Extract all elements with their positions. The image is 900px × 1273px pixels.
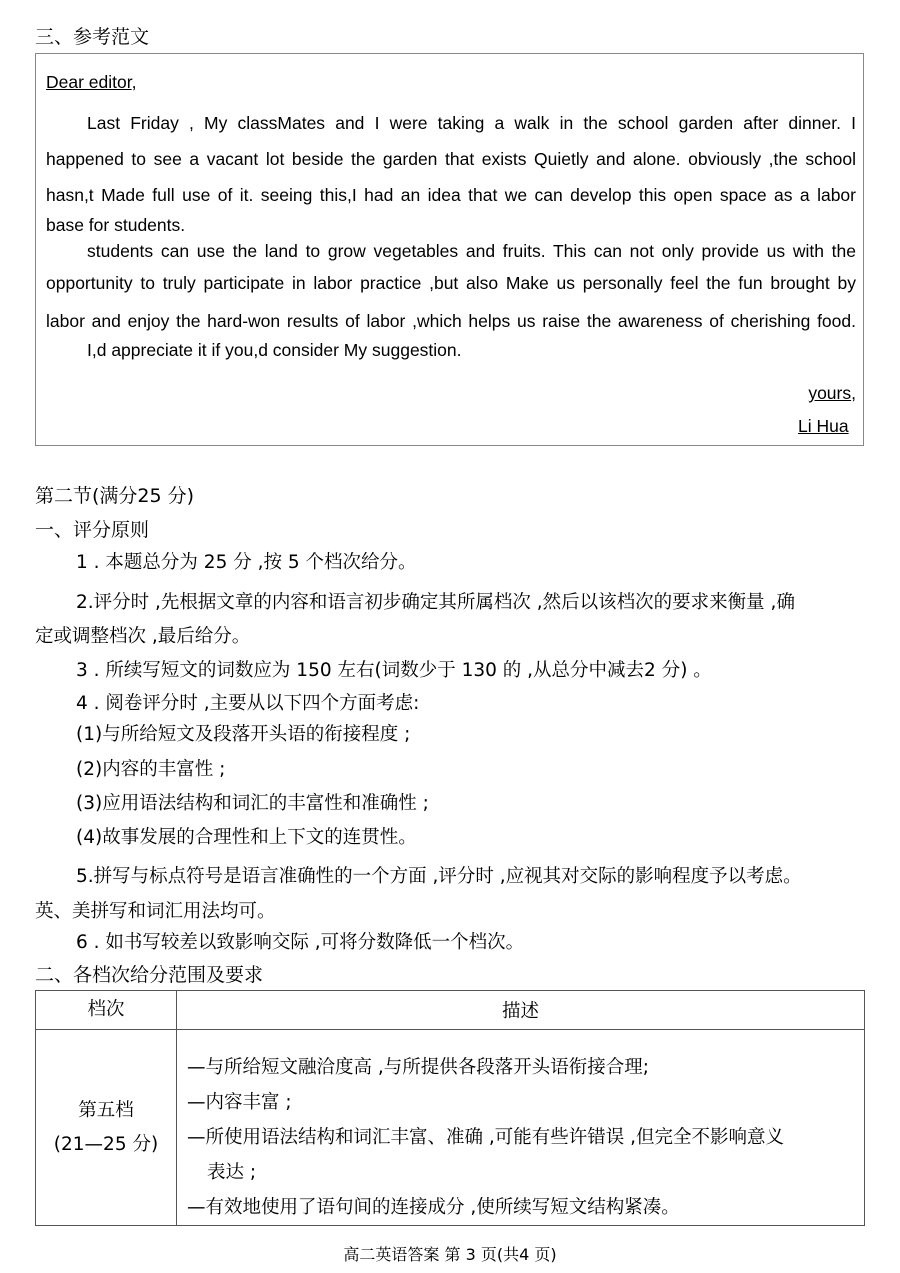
rule-4: 4 . 阅卷评分时 ,主要从以下四个方面考虑: (76, 693, 420, 714)
essay-p1-line: happened to see a vacant lot beside the garden that exists Quietly and alone. obviously ,the school (46, 149, 856, 169)
rule-4-item: (1)与所给短文及段落开头语的衔接程度 ; (76, 724, 411, 745)
level-cell (36, 1030, 177, 1226)
signature: Li Hua (798, 416, 849, 436)
rule-4-item: (3)应用语法结构和词汇的丰富性和准确性 ; (76, 793, 429, 814)
essay-p2-line: opportunity to truly participate in labor practice ,but also Make us personally feel the fun brought by (46, 273, 856, 293)
table-row (36, 1030, 865, 1226)
header-description: 描述 (177, 991, 865, 1030)
essay-p2-line: labor and enjoy the hard-won results of labor ,which helps us raise the awareness of cherishing food. (46, 311, 856, 331)
model-essay-box (35, 53, 864, 446)
grade-table (35, 990, 865, 1226)
ranges-title: 二、各档次给分范围及要求 (35, 964, 264, 986)
table-header-row (36, 991, 865, 1030)
rule-4-item: (2)内容的丰富性 ; (76, 759, 226, 780)
rule-1: 1 . 本题总分为 25 分 ,按 5 个档次给分。 (76, 552, 417, 573)
rule-4-item: (4)故事发展的合理性和上下文的连贯性。 (76, 827, 417, 848)
rule-5-line1: 5.拼写与标点符号是语言准确性的一个方面 ,评分时 ,应视其对交际的影响程度予以考虑。 (76, 866, 802, 887)
closing-text: yours (808, 383, 852, 403)
principles-title: 一、评分原则 (35, 519, 150, 541)
essay-p1-line: hasn,t Made full use of it. seeing this,I had an idea that we can develop this open space as a labor (46, 185, 856, 205)
description-item: —与所给短文融洽度高 ,与所提供各段落开头语衔接合理; (187, 1057, 649, 1078)
essay-p1-line: Last Friday , My classMates and I were taking a walk in the school garden after dinner. I (87, 113, 856, 133)
description-item: —有效地使用了语句间的连接成分 ,使所续写短文结构紧凑。 (187, 1197, 680, 1218)
essay-p3: I,d appreciate it if you,d consider My suggestion. (87, 340, 462, 360)
rule-2-line2: 定或调整档次 ,最后给分。 (35, 626, 251, 647)
description-item: —内容丰富 ; (187, 1092, 292, 1113)
description-item-cont: 表达 ; (207, 1162, 257, 1183)
salutation-text: Dear editor (46, 72, 132, 92)
closing: yours, (808, 383, 856, 403)
rule-3: 3 . 所续写短文的词数应为 150 左右(词数少于 130 的 ,从总分中减去2 分) 。 (76, 660, 712, 681)
level-score: (21—25 分) (53, 1133, 159, 1155)
header-level: 档次 (36, 991, 177, 1030)
salutation: Dear editor, (46, 72, 137, 92)
section2-title: 第二节(满分25 分) (35, 485, 195, 507)
section3-title: 三、参考范文 (35, 26, 150, 48)
rule-6: 6 . 如书写较差以致影响交际 ,可将分数降低一个档次。 (76, 932, 525, 953)
page-footer: 高二英语答案 第 3 页(共4 页) (343, 1245, 557, 1264)
rule-2-line1: 2.评分时 ,先根据文章的内容和语言初步确定其所属档次 ,然后以该档次的要求来衡量 ,确 (76, 592, 795, 613)
essay-p2-line: students can use the land to grow vegetables and fruits. This can not only provide us with the (87, 241, 856, 261)
description-cell (177, 1030, 865, 1226)
description-item: —所使用语法结构和词汇丰富、准确 ,可能有些许错误 ,但完全不影响意义 (187, 1127, 785, 1148)
rule-5-line2: 英、美拼写和词汇用法均可。 (35, 901, 276, 922)
level-name: 第五档 (78, 1099, 134, 1121)
essay-p1-line: base for students. (46, 215, 186, 235)
